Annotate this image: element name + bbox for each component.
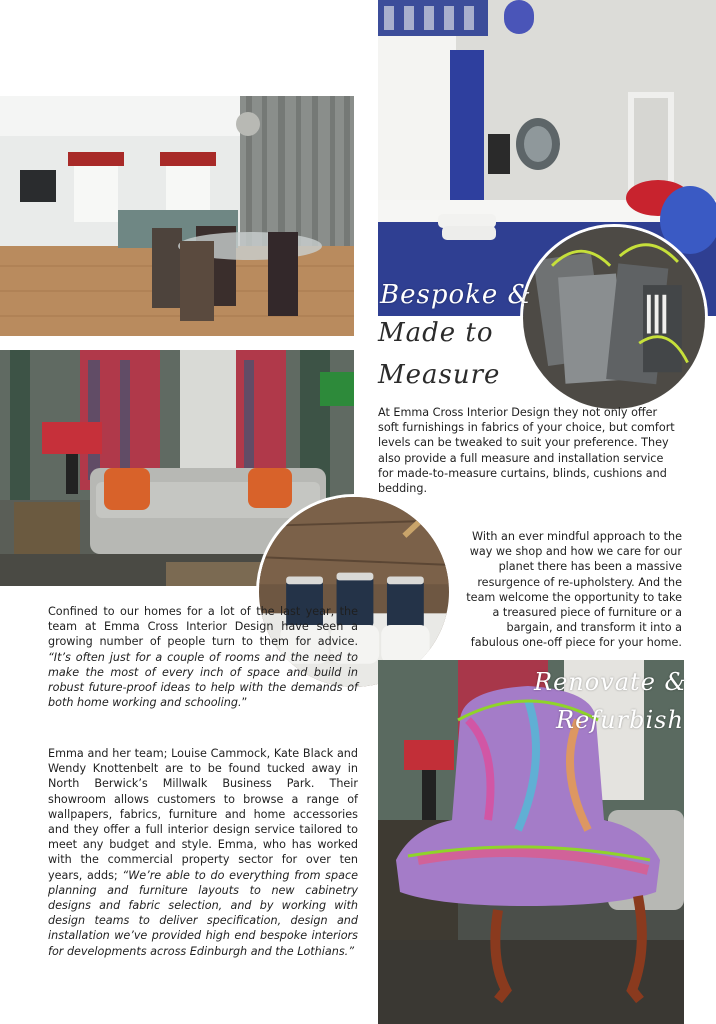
open-plan-living-photo [0,96,354,336]
bespoke-heading-line2: Made to [378,318,494,348]
confined-intro: Confined to our homes for a lot of the last year, the team at Emma Cross Interior Design have seen a growing number of people turn to them for advice. [48,605,358,649]
fabric-swatches-photo [520,224,708,412]
team-paragraph [48,746,358,959]
bespoke-paragraph: At Emma Cross Interior Design they not only offer soft furnishings in fabrics of your choice, but comfort levels can be tweaked to suit your preference. They also provide a full measure and installation service for made-to-measure curtains, blinds, cushions and bedding. [378,406,675,496]
team-intro: Emma and her team; Louise Cammock, Kate Black and Wendy Knottenbelt are to be found tucked away in North Berwick’s Millwalk Business Park. Their showroom allows customers to browse a range of wallpapers, fabrics, furniture and home accessories and they offer a full interior design service tailored to meet any budget and style. Emma, who has worked with the commercial property sector for over ten years, adds; [48,747,358,882]
renovate-paragraph: With an ever mindful approach to the way we shop and how we care for our planet there has been a massive resurgence of re-upholstery. And the team welcome the opportunity to take a treasured piece of furniture or a bargain, and transform it into a fabulous one-off piece for your home. [466,530,682,650]
team-quote: “We’re able to do everything from space planning and furniture layouts to new cabinetry designs and fabric selection, and by working with design teams to deliver specification, design and installation we’ve provided high end bespoke interiors for developments across Edinburgh and the Lothians.” [48,868,358,958]
confined-quote: “It’s often just for a couple of rooms and the need to make the most of every inch of space and build in robust future-proof ideas to help with the demands of both home working and schooling. [48,650,358,710]
renovate-heading-line2: Refurbish [556,706,684,734]
bespoke-heading-line1: Bespoke & [380,280,532,310]
bespoke-heading-line3: Measure [378,360,501,390]
confined-paragraph [48,604,358,710]
confined-close: ” [241,696,248,710]
renovate-heading-line1: Renovate & [534,668,687,696]
